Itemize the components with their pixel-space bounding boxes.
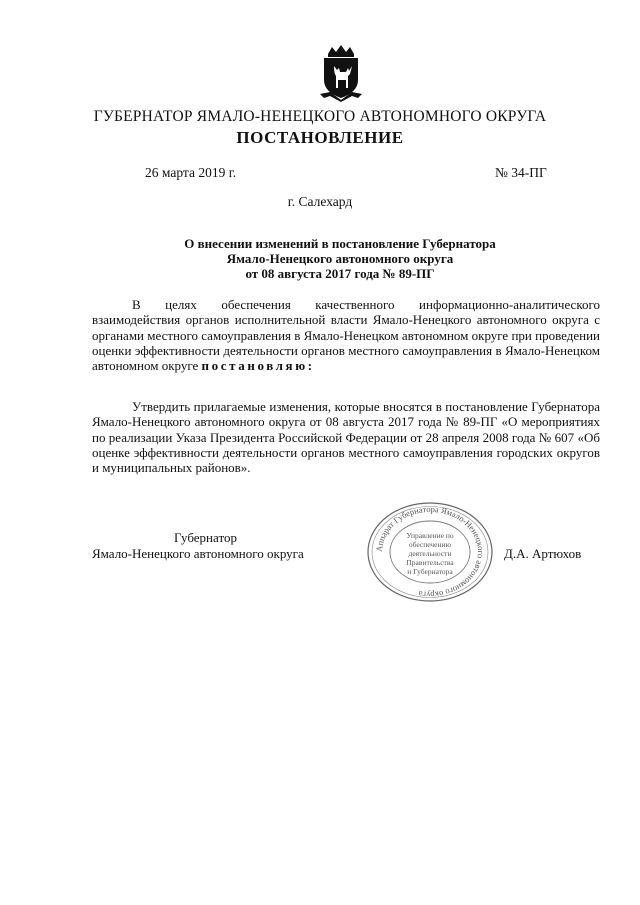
stamp-center-line: и Губернатора: [407, 567, 453, 576]
stamp-center-line: Управление по: [406, 531, 454, 540]
signatory-name: Д.А. Артюхов: [504, 546, 582, 561]
operative-paragraph: Утвердить прилагаемые изменения, которые вносятся в постановление Губернатора Ямало-Ненецкого автономного округа от 08 августа 2017 года № 89-ПГ «О мероприятиях по реализации Указа Президента Российской Федерации от 28 апреля 2008 года № 607 «Об оценке эффективности деятельности органов местного самоуправления городских округов и муниципальных районов».: [92, 399, 600, 476]
stamp-center-line: обеспечению: [408, 540, 452, 549]
stamp-ring-text: Аппарат Губернатора Ямало-Ненецкого автономного округа: [373, 503, 487, 601]
subject-line: О внесении изменений в постановление Губернатора: [184, 236, 496, 251]
stamp-center-line: деятельности: [408, 549, 452, 558]
stamp-center-line: Правительства: [406, 558, 454, 567]
document-number: № 34-ПГ: [495, 165, 547, 180]
yamal-coat-of-arms-icon: [318, 44, 364, 102]
preamble-text: В целях обеспечения качественного информационно-аналитического взаимодействия органов исполнительной власти Ямало-Ненецкого автономного округа с органами местного самоуправления в Ямало-Ненецком автономном округе при проведении оценки эффективности деятельности органов местного самоуправления в Ямало-Ненецком автономном округе: [92, 297, 600, 374]
governor-title: ГУБЕРНАТОР ЯМАЛО-НЕНЕЦКОГО АВТОНОМНОГО ОКРУГА: [93, 108, 547, 125]
document-type: ПОСТАНОВЛЕНИЕ: [236, 128, 404, 147]
subject-line: Ямало-Ненецкого автономного округа: [226, 251, 454, 266]
decree-word: постановляю:: [201, 358, 315, 374]
subject-line: от 08 августа 2017 года № 89-ПГ: [245, 266, 435, 281]
document-city: г. Салехард: [287, 194, 353, 209]
stamp-center-text: [395, 531, 465, 576]
signatory-title: [92, 530, 332, 562]
document-subject: [150, 236, 530, 281]
preamble-paragraph: [92, 297, 600, 373]
signatory-title-line1: Губернатор: [174, 530, 237, 545]
document-date: 26 марта 2019 г.: [145, 165, 237, 180]
signatory-title-line2: Ямало-Ненецкого автономного округа: [92, 546, 304, 561]
